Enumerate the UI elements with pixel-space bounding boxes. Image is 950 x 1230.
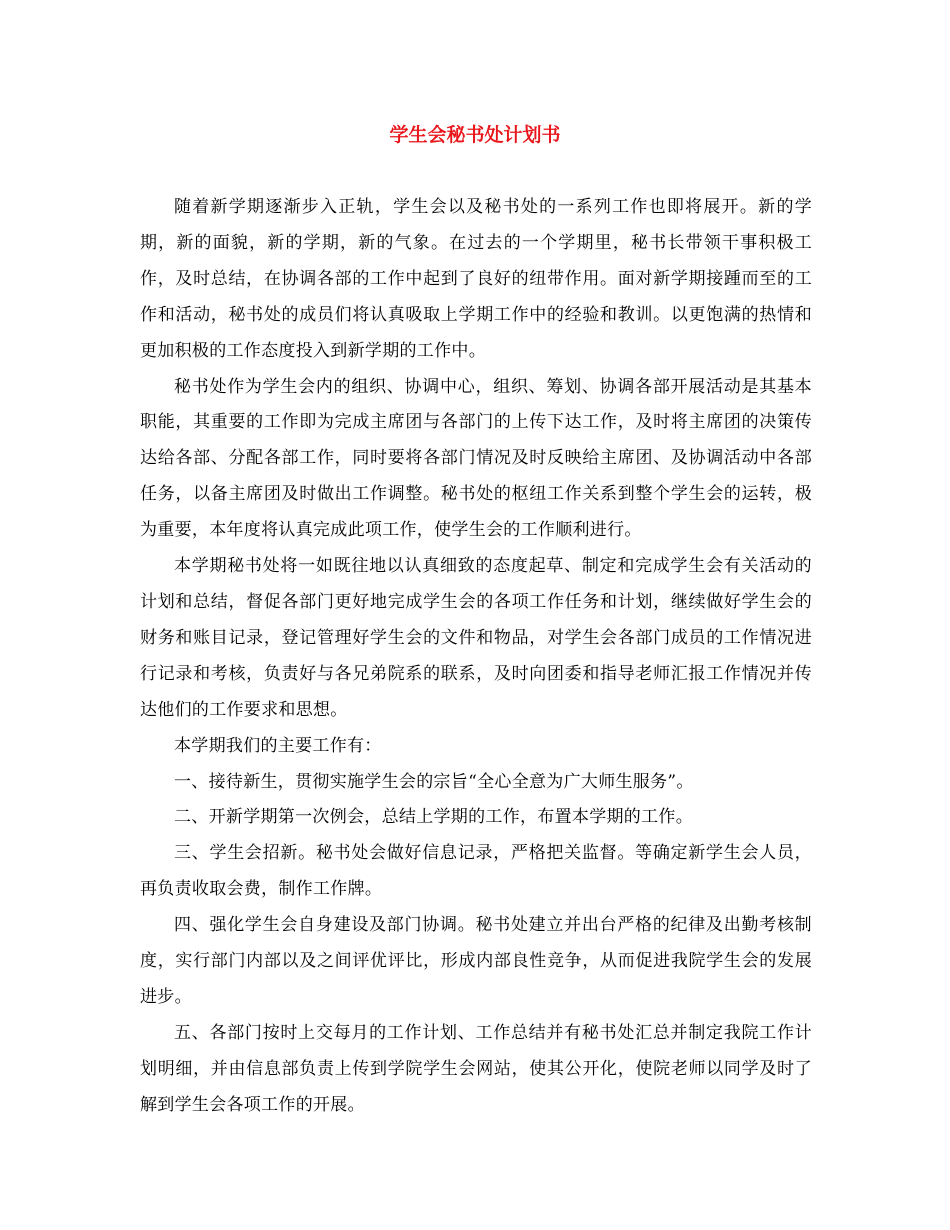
list-item-5: 五、各部门按时上交每月的工作计划、工作总结并有秘书处汇总并制定我院工作计划明细，并由信息部负责上传到学院学生会网站，使其公开化，使院老师以同学及时了解到学生会各项工作的开展。 bbox=[140, 1022, 812, 1115]
paragraph-main-work-heading: 本学期我们的主要工作有： bbox=[174, 735, 382, 756]
list-item-2: 二、开新学期第一次例会，总结上学期的工作，布置本学期的工作。 bbox=[174, 807, 693, 828]
document-title: 学生会秘书处计划书 bbox=[389, 124, 561, 146]
list-item-3: 三、学生会招新。秘书处会做好信息记录，严格把关监督。等确定新学生会人员，再负责收取会费，制作工作牌。 bbox=[140, 843, 812, 900]
paragraph-role: 秘书处作为学生会内的组织、协调中心，组织、筹划、协调各部开展活动是其基本职能，其重要的工作即为完成主席团与各部门的上传下达工作，及时将主席团的决策传达给各部、分配各部工作，同时要将各部门情况及时反映给主席团、及协调活动中各部任务，以备主席团及时做出工作调整。秘书处的枢纽工作关系到整个学生会的运转，极为重要，本年度将认真完成此项工作，使学生会的工作顺利进行。 bbox=[140, 376, 812, 541]
list-item-4: 四、强化学生会自身建设及部门协调。秘书处建立并出台严格的纪律及出勤考核制度，实行部门内部以及之间评优评比，形成内部良性竞争，从而促进我院学生会的发展进步。 bbox=[140, 915, 812, 1007]
paragraph-intro: 随着新学期逐渐步入正轨，学生会以及秘书处的一系列工作也即将展开。新的学期，新的面貌，新的学期，新的气象。在过去的一个学期里，秘书长带领干事积极工作，及时总结，在协调各部的工作中起到了良好的纽带作用。面对新学期接踵而至的工作和活动，秘书处的成员们将认真吸取上学期工作中的经验和教训。以更饱满的热情和更加积极的工作态度投入到新学期的工作中。 bbox=[140, 197, 812, 361]
list-item-1: 一、接待新生，贯彻实施学生会的宗旨“全心全意为广大师生服务”。 bbox=[174, 771, 694, 792]
paragraph-duties: 本学期秘书处将一如既往地以认真细致的态度起草、制定和完成学生会有关活动的计划和总结，督促各部门更好地完成学生会的各项工作任务和计划，继续做好学生会的财务和账目记录，登记管理好学生会的文件和物品，对学生会各部门成员的工作情况进行记录和考核，负责好与各兄弟院系的联系，及时向团委和指导老师汇报工作情况并传达他们的工作要求和思想。 bbox=[140, 556, 812, 720]
document-body bbox=[140, 190, 812, 1124]
